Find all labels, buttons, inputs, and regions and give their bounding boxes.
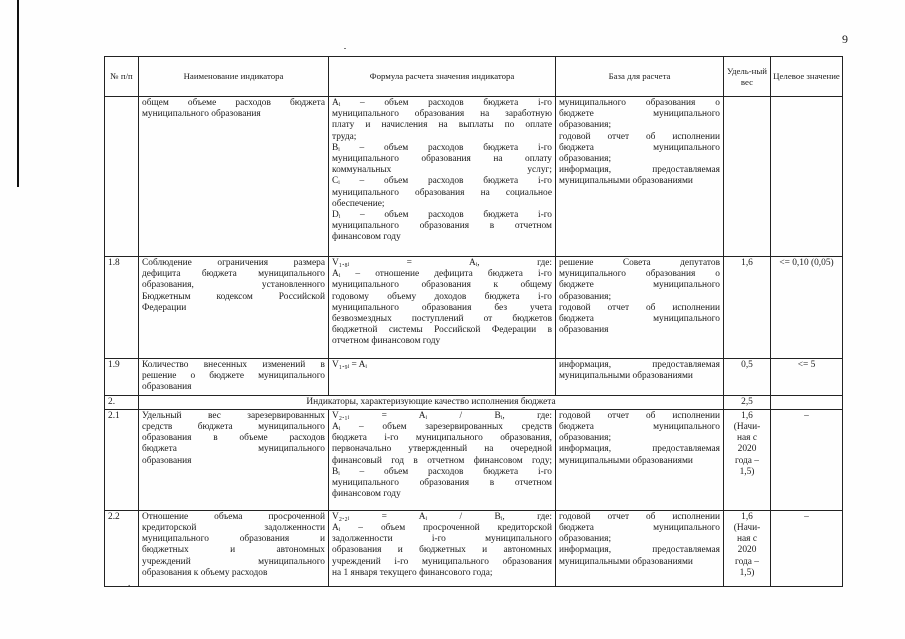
row-number: 1.8 [105, 257, 139, 359]
indicator-name-line: общем объеме расходов бюджета [142, 98, 325, 108]
indicator-formula-line: Cᵢ – объем расходов бюджета i-го [332, 176, 552, 187]
indicator-formula-line: обеспечение; [332, 198, 385, 209]
indicator-formula-line: Aᵢ – объем расходов бюджета i-го [332, 98, 552, 108]
indicator-formula-line: муниципального образования на социальное [332, 187, 552, 198]
row-number: 1.9 [105, 359, 139, 396]
indicator-base-line: решение Совета депутатов [559, 258, 720, 268]
indicator-formula-line: бюджета i-го муниципального образования, [332, 433, 552, 444]
indicator-formula-line: Dᵢ – объем расходов бюджета i-го [332, 210, 552, 221]
indicator-base-line: бюджета муниципального [559, 422, 720, 433]
indicator-formula-line: Bᵢ – объем расходов бюджета i-го [332, 142, 552, 153]
indicator-base-line: муниципальными образованиями [559, 176, 693, 187]
indicator-weight-line: 2020 [737, 444, 757, 455]
indicator-weight [724, 359, 771, 396]
indicator-name-line: Удельный вес зарезервированных [142, 410, 325, 421]
indicator-base [556, 510, 724, 586]
indicator-formula-line: Aᵢ – отношение дефицита бюджета i-го [332, 269, 552, 280]
indicator-base-line: бюджете муниципального [559, 109, 720, 120]
indicator-base-line: образования [559, 325, 609, 336]
indicator-weight-line: 1,6 [741, 410, 753, 421]
row-number: 2.2 [105, 510, 139, 586]
indicator-name-line: дефицита бюджета муниципального [142, 269, 325, 280]
indicator-name-line: решение о бюджете муниципального [142, 371, 325, 382]
indicator-formula-line: годовому объему доходов бюджета i-го [332, 291, 552, 302]
table-row [105, 97, 843, 257]
indicator-formula-line: Bᵢ – объем расходов бюджета i-го [332, 466, 552, 477]
table-row [105, 257, 843, 359]
indicator-weight [724, 395, 771, 409]
indicator-formula-line: первоначально утвержденный на очередной [332, 444, 552, 455]
indicator-base-line: образования; [559, 154, 612, 165]
indicator-formula-line: финансовый год в отчетном финансовом году; [332, 455, 552, 466]
indicator-name-line: муниципального образования [142, 109, 261, 120]
indicator-formula-line: задолженности i-го муниципального [332, 534, 552, 545]
indicator-base-line: образования; [559, 534, 612, 545]
table-row [105, 409, 843, 510]
indicator-formula-line: муниципального образования на заработную [332, 109, 552, 120]
indicator-formula-line: V₁.₉ᵢ = Aᵢ [332, 360, 367, 370]
section-title: Индикаторы, характеризующие качество исполнения бюджета [139, 395, 724, 409]
indicator-name-line: образования, установленного [142, 280, 325, 291]
indicator-weight [724, 257, 771, 359]
indicator-formula-line: образования и бюджетных и автономных [332, 545, 552, 556]
header-formula: Формула расчета значения индикатора [329, 57, 556, 97]
indicator-formula-line: на 1 января текущего финансового года; [332, 567, 493, 578]
indicator-base [556, 359, 724, 396]
indicator-base-line: бюджета муниципального [559, 523, 720, 534]
indicator-base-line: информация, предоставляемая [559, 545, 720, 556]
indicator-name [139, 510, 329, 586]
indicator-formula [329, 257, 556, 359]
indicator-name-line: бюджета муниципального [142, 444, 325, 455]
indicator-name-line: средств бюджета муниципального [142, 422, 325, 433]
indicator-weight-line: (Начи- [733, 422, 761, 433]
indicator-name-line: Бюджетным кодексом Российской [142, 291, 325, 302]
indicator-base-line: муниципального образования о [559, 269, 720, 280]
indicator-weight-line: года – [735, 455, 759, 466]
indicator-weight-line: 1,5) [739, 466, 755, 477]
scan-speck [344, 48, 346, 49]
indicator-formula-line: муниципального образования к общему [332, 280, 552, 291]
indicator-base-line: информация, предоставляемая [559, 165, 720, 176]
row-number [105, 97, 139, 257]
indicator-base-line: годовой отчет об исполнении [559, 131, 720, 142]
indicator-base-line: образования; [559, 120, 612, 131]
indicator-weight-line: ная с [737, 534, 757, 545]
indicator-name-line: муниципального образования и [142, 534, 325, 545]
indicator-formula-line: финансовом году [332, 232, 401, 243]
indicator-formula [329, 409, 556, 510]
indicator-name [139, 359, 329, 396]
indicator-base-line: информация, предоставляемая [559, 444, 720, 455]
indicator-weight-line: ная с [737, 433, 757, 444]
indicator-base-line: годовой отчет об исполнении [559, 302, 720, 313]
indicator-name-line: образования к объему расходов [142, 567, 268, 578]
table-row [105, 395, 843, 409]
indicator-base-line: бюджета муниципального [559, 314, 720, 325]
header-target: Целевое значение [771, 57, 843, 97]
indicator-name [139, 97, 329, 257]
indicator-base-line: образования; [559, 291, 612, 302]
header-base: База для расчета [556, 57, 724, 97]
indicator-table [104, 56, 843, 587]
indicator-formula-line: труда; [332, 131, 357, 142]
header-weight: Удель-ный вес [724, 57, 771, 97]
indicator-base-line: муниципальными образованиями [559, 556, 693, 567]
table-row [105, 359, 843, 396]
indicator-formula-line: муниципального образования без учета [332, 302, 552, 313]
indicator-weight-line: 1,6 [741, 258, 753, 268]
indicator-name-line: Количество внесенных изменений в [142, 360, 325, 370]
indicator-base [556, 97, 724, 257]
indicator-formula-line: Aᵢ – объем просроченной кредиторской [332, 523, 552, 534]
indicator-formula-line: бюджетной системы Российской Федерации в [332, 325, 552, 336]
table-row [105, 510, 843, 586]
indicator-base-line: муниципальными образованиями [559, 371, 693, 382]
indicator-formula [329, 97, 556, 257]
indicator-name-line: Соблюдение ограничения размера [142, 258, 325, 268]
indicator-formula [329, 510, 556, 586]
indicator-base [556, 409, 724, 510]
indicator-name [139, 409, 329, 510]
indicator-name [139, 257, 329, 359]
indicator-formula-line: безвозмездных поступлений от бюджетов [332, 314, 552, 325]
indicator-formula [329, 359, 556, 396]
indicator-name-line: бюджетных и автономных [142, 545, 325, 556]
indicator-name-line: Отношение объема просроченной [142, 511, 325, 522]
indicator-weight-line: 0,5 [741, 360, 753, 370]
indicator-target: <= 5 [771, 359, 843, 396]
indicator-target: – [771, 510, 843, 586]
indicator-weight-line: 1,5) [739, 567, 755, 578]
indicator-formula-line: V₂.₂ᵢ = Aᵢ / Bᵢ, где: [332, 511, 552, 522]
indicator-formula-line: V₂.₁ᵢ = Aᵢ / Bᵢ, где: [332, 410, 552, 421]
indicator-formula-line: коммунальных услуг; [332, 165, 552, 176]
indicator-base-line: бюджете муниципального [559, 280, 720, 291]
indicator-base [556, 257, 724, 359]
row-number: 2.1 [105, 409, 139, 510]
indicator-formula-line: V₁.₈ᵢ = Aᵢ, где: [332, 258, 552, 268]
indicator-target: <= 0,10 (0,05) [771, 257, 843, 359]
indicator-weight-line: 2020 [737, 545, 757, 556]
indicator-base-line: муниципального образования о [559, 98, 720, 108]
indicator-weight-line: года – [735, 556, 759, 567]
indicator-name-line: учреждений муниципального [142, 556, 325, 567]
indicator-weight [724, 409, 771, 510]
row-number: 2. [105, 395, 139, 409]
header-name: Наименование индикатора [139, 57, 329, 97]
indicator-base-line: бюджета муниципального [559, 142, 720, 153]
indicator-formula-line: учреждений i-го муниципального образования [332, 556, 552, 567]
indicator-base-line: образования; [559, 433, 612, 444]
indicator-target: – [771, 409, 843, 510]
indicator-weight-line: 2,5 [741, 396, 753, 407]
indicator-target [771, 395, 843, 409]
indicator-weight-line: (Начи- [733, 523, 761, 534]
indicator-formula-line: отчетном финансовом году [332, 336, 441, 347]
page-number: 9 [842, 32, 848, 46]
indicator-weight-line: 1,6 [741, 511, 753, 522]
indicator-base-line: годовой отчет об исполнении [559, 410, 720, 421]
indicator-weight [724, 510, 771, 586]
indicator-formula-line: плату и начисления на выплаты по оплате [332, 120, 552, 131]
table-header-row [105, 57, 843, 97]
indicator-formula-line: муниципального образования на оплату [332, 154, 552, 165]
indicator-formula-line: финансовом году [332, 489, 401, 500]
indicator-base-line: информация, предоставляемая [559, 360, 720, 370]
side-mark: . [128, 578, 131, 588]
indicator-formula-line: Aᵢ – объем зарезервированных средств [332, 422, 552, 433]
indicator-name-line: кредиторской задолженности [142, 523, 325, 534]
indicator-formula-line: муниципального образования в отчетном [332, 221, 552, 232]
indicator-base-line: годовой отчет об исполнении [559, 511, 720, 522]
indicator-target [771, 97, 843, 257]
indicator-name-line: образования [142, 455, 192, 466]
indicator-base-line: муниципальными образованиями [559, 455, 693, 466]
indicator-name-line: образования [142, 382, 192, 393]
indicator-weight [724, 97, 771, 257]
indicator-name-line: Федерации [142, 302, 187, 313]
indicator-formula-line: муниципального образования в отчетном [332, 478, 552, 489]
binding-bar [17, 0, 19, 187]
indicator-name-line: образования в объеме расходов [142, 433, 325, 444]
header-num: № п/п [105, 57, 139, 97]
